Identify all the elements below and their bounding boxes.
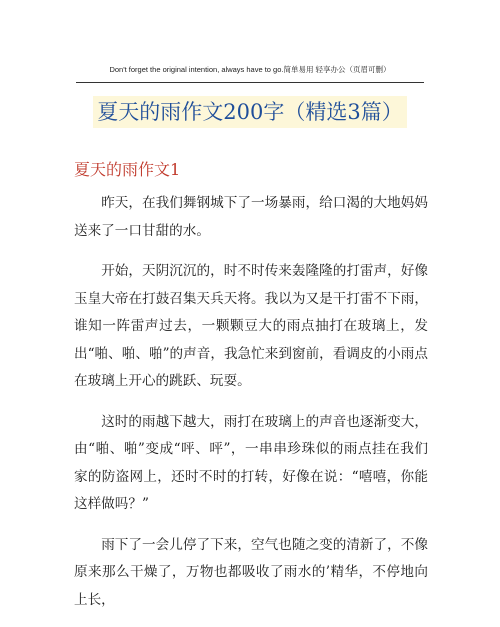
section-heading: 夏天的雨作文1	[74, 160, 181, 179]
paragraph-3: 这时的雨越下越大，雨打在玻璃上的声音也逐渐变大，由“啪、啪”变成“呯、呯”，一串串珍珠似的雨点挂在我们家的防盗网上，还时不时的打转，好像在说：“嘻嘻，你能这样做吗？”	[74, 413, 428, 512]
article-body	[74, 190, 428, 627]
page-header-tagline: Don't forget the original intention, always have to go.简单易用 轻享办公（页眉可删）	[109, 65, 391, 74]
paragraph-2: 开始，天阴沉沉的，时不时传来轰隆隆的打雷声，好像玉皇大帝在打鼓召集天兵天将。我以为又是干打雷不下雨，谁知一阵雷声过去，一颗颗豆大的雨点抽打在玻璃上，发出“啪、啪、啪”的声音，我急忙来到窗前，看调皮的小雨点在玻璃上开心的跳跃、玩耍。	[74, 263, 428, 389]
paragraph-4: 雨下了一会儿停了下来，空气也随之变的清新了，不像原来那么干燥了，万物也都吸收了雨水的’精华，不停地向上长，	[74, 536, 428, 608]
document-title: 夏天的雨作文200字（精选3篇）	[93, 96, 406, 128]
paragraph-1: 昨天，在我们舞钢城下了一场暴雨，给口渴的大地妈妈送来了一口甘甜的水。	[74, 195, 428, 239]
header-divider	[76, 82, 424, 83]
title-container	[0, 96, 500, 128]
